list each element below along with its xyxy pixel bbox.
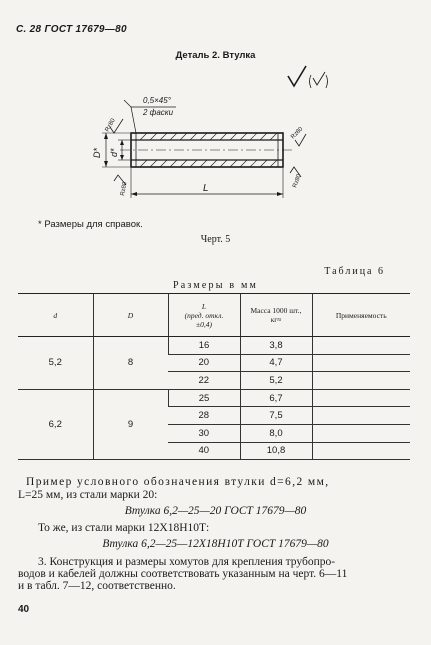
outer-diameter-label: D* [92,147,102,158]
col-d: d [18,294,93,337]
col-L: L (пред. откл. ±0,4) [168,294,240,337]
table-row [18,337,410,355]
paragraph-3-line3: и в табл. 7—12, соответственно. [18,580,176,592]
paragraph-same: То же, из стали марки 12Х18Н10Т: [38,522,210,534]
cell-d: 5,2 [18,337,93,390]
designation-example-2: Втулка 6,2—25—12Х18Н10Т ГОСТ 17679—80 [102,538,329,550]
cell-use [312,424,410,442]
dimensions-table [18,293,410,460]
chamfer-label: 0,5×45° [143,96,171,105]
dimensions-caption: Размеры в мм [172,280,259,291]
cell-use [312,389,410,407]
cell-use [312,407,410,425]
cell-L: 22 [168,372,240,390]
cell-mass: 7,5 [240,407,312,425]
cell-L: 20 [168,354,240,372]
cell-mass: 10,8 [240,442,312,460]
cell-L: 16 [168,337,240,355]
footnote: * Размеры для справок. [38,219,143,230]
cell-D: 8 [93,337,168,390]
chamfer-note: 2 фаски [143,108,174,117]
table-caption: Таблица 6 [324,266,385,277]
paragraph-3: 3. Конструкция и размеры хомутов для крепления трубопро- [38,556,336,568]
cell-use [312,372,410,390]
page-header: С. 28 ГОСТ 17679—80 [16,24,127,35]
cell-D: 9 [93,389,168,459]
cell-d: 6,2 [18,389,93,459]
cell-L: 30 [168,424,240,442]
roughness-label: Rz80 [290,126,305,141]
cell-L: 28 [168,407,240,425]
cell-mass: 8,0 [240,424,312,442]
cell-L: 40 [168,442,240,460]
cell-mass: 3,8 [240,337,312,355]
roughness-label: Rz80 [104,117,117,133]
roughness-symbol [288,66,306,86]
designation-example-1: Втулка 6,2—25—20 ГОСТ 17679—80 [124,505,307,517]
figure-caption: Черт. 5 [200,234,231,245]
paragraph-example-intro-cont: L=25 мм, из стали марки 20: [18,489,158,501]
inner-diameter-label: d* [109,148,119,157]
roughness-symbol-bracketed [313,72,325,85]
roughness-label: Rz80 [292,173,303,189]
paragraph-3-line2: водов и кабелей должны соответствовать указанным на черт. 6—11 [18,568,348,580]
bushing-drawing [0,0,431,215]
cell-L: 25 [168,389,240,407]
table-header [18,294,410,337]
cell-mass: 4,7 [240,354,312,372]
length-label: L [203,183,209,194]
drawing-caption: Деталь 2. Втулка [175,50,256,61]
col-D: D [93,294,168,337]
page-number: 40 [18,604,30,615]
cell-use [312,354,410,372]
cell-use [312,337,410,355]
cell-mass: 5,2 [240,372,312,390]
cell-use [312,442,410,460]
table-row [18,389,410,407]
col-mass: Масса 1000 шт., кг≈ [240,294,312,337]
roughness-label: Rz80 [120,181,129,197]
cell-mass: 6,7 [240,389,312,407]
paragraph-example-intro: Пример условного обозначения втулки d=6,2 мм, [26,476,330,488]
col-use: Применяемость [312,294,410,337]
